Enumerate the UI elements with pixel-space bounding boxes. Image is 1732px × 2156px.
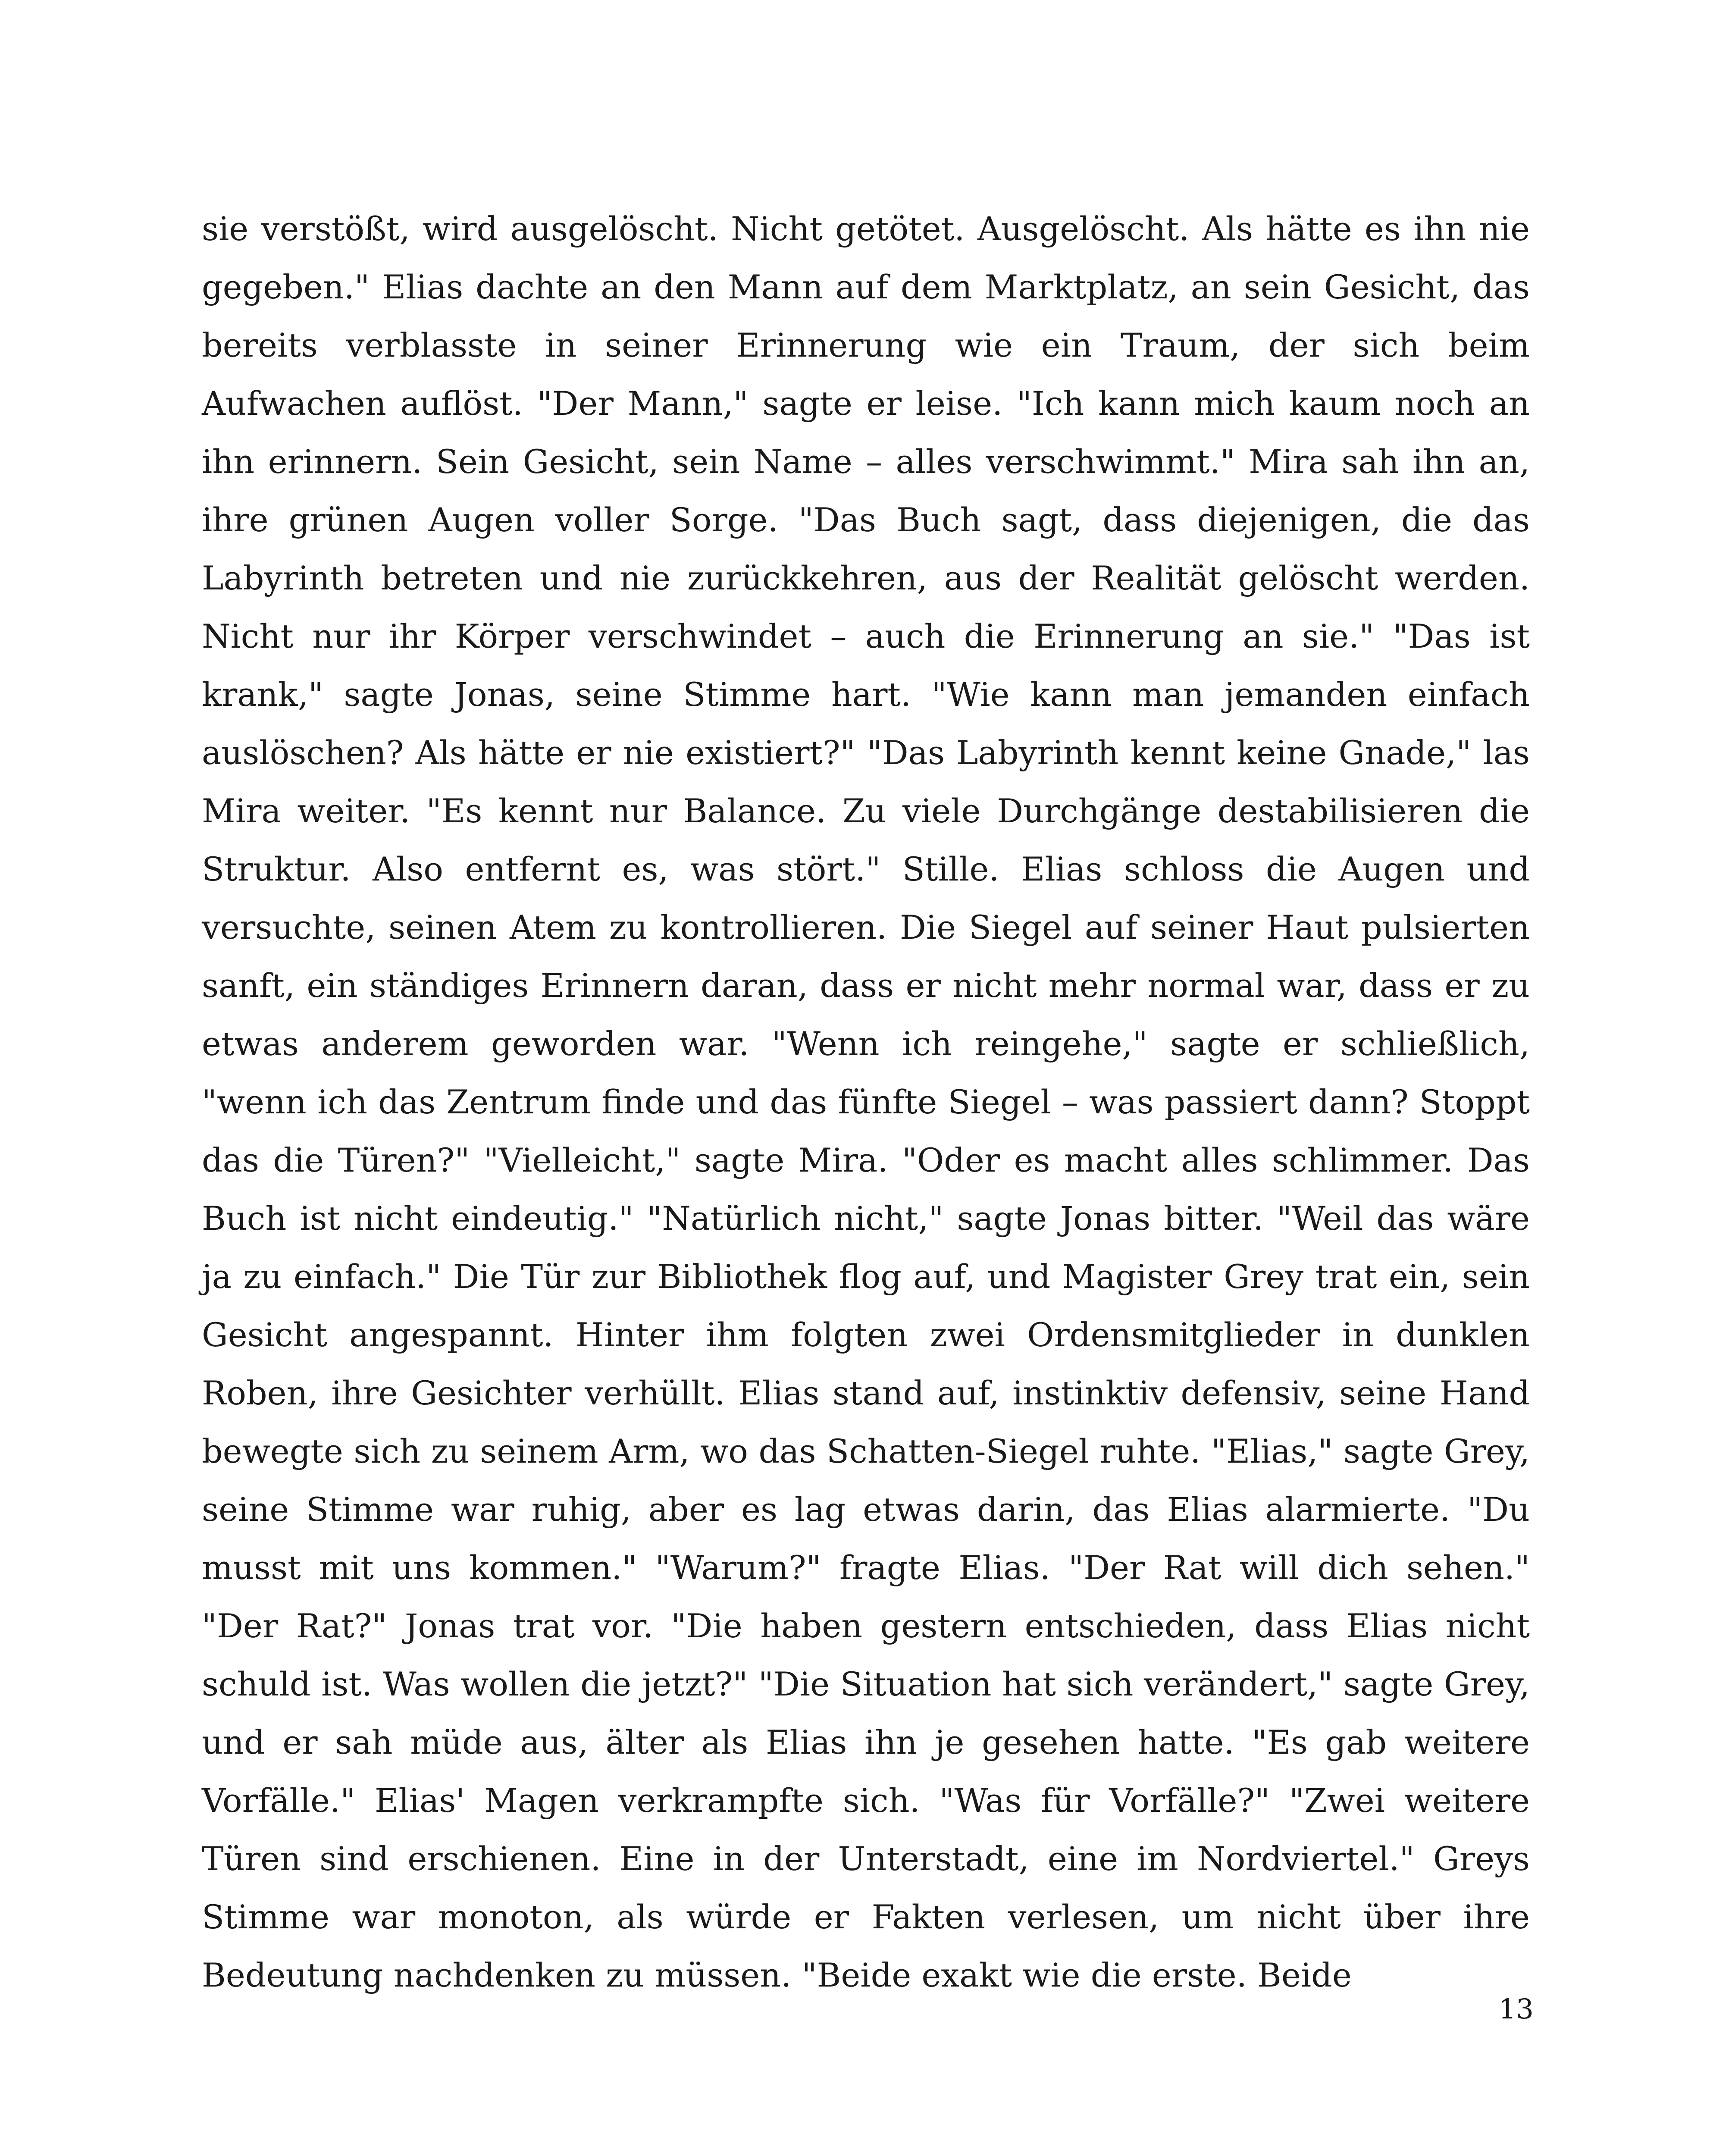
body-paragraph: sie verstößt, wird ausgelöscht. Nicht getötet. Ausgelöscht. Als hätte es ihn nie gegeben." Elias dachte an den Mann auf dem Marktplatz, an sein Gesicht, das bereits verblasste in seiner Erinnerung wie ein Traum, der sich beim Aufwachen auflöst. "Der Mann," sagte er leise. "Ich kann mich kaum noch an ihn erinnern. Sein Gesicht, sein Name – alles verschwimmt." Mira sah ihn an, ihre grünen Augen voller Sorge. "Das Buch sagt, dass diejenigen, die das Labyrinth betreten und nie zurückkehren, aus der Realität gelöscht werden. Nicht nur ihr Körper verschwindet – auch die Erinnerung an sie." "Das ist krank," sagte Jonas, seine Stimme hart. "Wie kann man jemanden einfach auslöschen? Als hätte er nie existiert?" "Das Labyrinth kennt keine Gnade," las Mira weiter. "Es kennt nur Balance. Zu viele Durchgänge destabilisieren die Struktur. Also entfernt es, was stört." Stille. Elias schloss die Augen und versuchte, seinen Atem zu kontrollieren. Die Siegel auf seiner Haut pulsierten sanft, ein ständiges Erinnern daran, dass er nicht mehr normal war, dass er zu etwas anderem geworden war. "Wenn ich reingehe," sagte er schließlich, "wenn ich das Zentrum finde und das fünfte Siegel – was passiert dann? Stoppt das die Türen?" "Vielleicht," sagte Mira. "Oder es macht alles schlimmer. Das Buch ist nicht eindeutig." "Natürlich nicht," sagte Jonas bitter. "Weil das wäre ja zu einfach." Die Tür zur Bibliothek flog auf, und Magister Grey trat ein, sein Gesicht angespannt. Hinter ihm folgten zwei Ordensmitglieder in dunklen Roben, ihre Gesichter verhüllt. Elias stand auf, instinktiv defensiv, seine Hand bewegte sich zu seinem Arm, wo das Schatten-Siegel ruhte. "Elias," sagte Grey, seine Stimme war ruhig, aber es lag etwas darin, das Elias alarmierte. "Du musst mit uns kommen." "Warum?" fragte Elias. "Der Rat will dich sehen." "Der Rat?" Jonas trat vor. "Die haben gestern entschieden, dass Elias nicht schuld ist. Was wollen die jetzt?" "Die Situation hat sich verändert," sagte Grey, und er sah müde aus, älter als Elias ihn je gesehen hatte. "Es gab weitere Vorfälle." Elias' Magen verkrampfte sich. "Was für Vorfälle?" "Zwei weitere Türen sind erschienen. Eine in der Unterstadt, eine im Nordviertel." Greys Stimme war monoton, als würde er Fakten verlesen, um nicht über ihre Bedeutung nachdenken zu müssen. "Beide exakt wie die erste. Beide: [202, 210, 1530, 1994]
page-number: 13: [1498, 1993, 1534, 2025]
